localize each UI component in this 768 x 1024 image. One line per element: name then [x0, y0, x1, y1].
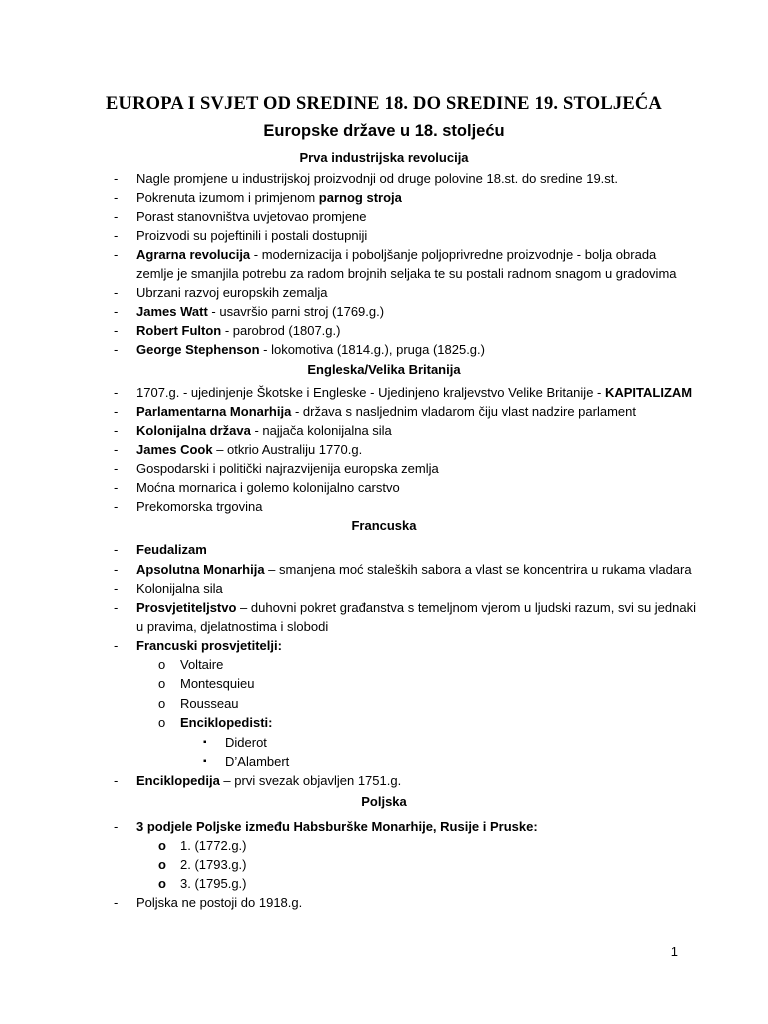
dash-bullet: - [114, 171, 119, 186]
circle-bullet: o [158, 876, 166, 891]
document-page: EUROPA I SVJET OD SREDINE 18. DO SREDINE 19. STOLJEĆA Europske države u 18. stoljeću Prva industrijska revolucija - Nagle promjene u industrijskoj proizvodnji od druge polovine 18.st. do sredine 19.st. - Pokrenuta izumom i primjenom parnog stroja - Porast stanovništva uvjetovao promjene - Proizvodi su pojeftinili i postali dostupniji - Agrarna revolucija - modernizacija i poboljšanje poljoprivredne proizvodnje - bolja obrada zemlje je smanjila potrebu za radom brojnih seljaka te su postali radnom snagom u gradovima - Ubrzani razvoj europskih zemalja - James Watt - usavršio parni stroj (1769.g.) - Robert Fulton - parobrod (1807.g.) - George Stephenson - lokomotiva (1814.g.), pruga (1825.g.) Engleska/Velika Britanija - 1707.g. - ujedinjenje Škotske i Engleske - Ujedinjeno kraljevstvo Velike Britanije - KAPITALIZAM - Parlamentarna Monarhija - država s nasljednim vladarom čiju vlast nadzire parlament - Kolonijalna država - najjača kolonijalna sila - James Cook – otkrio Australiju 1770.g. - Gospodarski i politički najrazvijenija europska zemlja - Moćna mornarica i golemo kolonijalno carstvo - Prekomorska trgovina Francuska - Feudalizam - Apsolutna Monarhija – smanjena moć staleških sabora a vlast se koncentrira u rukama vladara - Kolonijalna sila - Prosvjetiteljstvo – duhovni pokret građanstva s temeljnom vjerom u ljudski razum, svi su jednaki u pravima, djelatnostima i slobodi - Francuski prosvjetitelji: o Voltaire o Montesquieu o Rousseau o Enciklopedisti: ▪ Diderot ▪ D’Alambert - Enciklopedija – prvi svezak objavljen 1751.g. Poljska - 3 podjele Poljske između Habsburške Monarhije, Rusije i Pruske: o 1. (1772.g.) o 2. (1793.g.) o 3. (1795.g.) - Poljska ne postoji do 1918.g. 1 [0, 0, 768, 1024]
dash-bullet: - [114, 461, 119, 476]
circle-bullet: o [158, 676, 166, 691]
dash-bullet: - [114, 228, 119, 243]
dash-bullet: - [114, 285, 119, 300]
section-heading-poland: Poljska [361, 794, 407, 809]
dash-bullet: - [114, 542, 119, 557]
dash-bullet: - [114, 304, 119, 319]
circle-bullet: o [158, 715, 166, 730]
dash-bullet: - [114, 773, 119, 788]
dash-bullet: - [114, 423, 119, 438]
dash-bullet: - [114, 442, 119, 457]
dash-bullet: - [114, 562, 119, 577]
dash-bullet: - [114, 600, 119, 615]
dash-bullet: - [114, 209, 119, 224]
circle-bullet: o [158, 857, 166, 872]
dash-bullet: - [114, 480, 119, 495]
section-heading-england: Engleska/Velika Britanija [307, 362, 461, 377]
page-subtitle: Europske države u 18. stoljeću [263, 122, 505, 140]
dash-bullet: - [114, 638, 119, 653]
dash-bullet: - [114, 819, 119, 834]
page-title: EUROPA I SVJET OD SREDINE 18. DO SREDINE 19. STOLJEĆA [106, 94, 662, 114]
circle-bullet: o [158, 657, 166, 672]
dash-bullet: - [114, 895, 119, 910]
dash-bullet: - [114, 342, 119, 357]
square-bullet: ▪ [203, 756, 207, 767]
dash-bullet: - [114, 323, 119, 338]
dash-bullet: - [114, 385, 119, 400]
page-number: 1 [670, 944, 678, 959]
dash-bullet: - [114, 499, 119, 514]
square-bullet: ▪ [203, 737, 207, 748]
section-heading-industrial-revolution: Prva industrijska revolucija [299, 150, 469, 165]
dash-bullet: - [114, 190, 119, 205]
section-heading-france: Francuska [351, 518, 417, 533]
dash-bullet: - [114, 247, 119, 262]
circle-bullet: o [158, 838, 166, 853]
circle-bullet: o [158, 696, 166, 711]
dash-bullet: - [114, 404, 119, 419]
dash-bullet: - [114, 581, 119, 596]
